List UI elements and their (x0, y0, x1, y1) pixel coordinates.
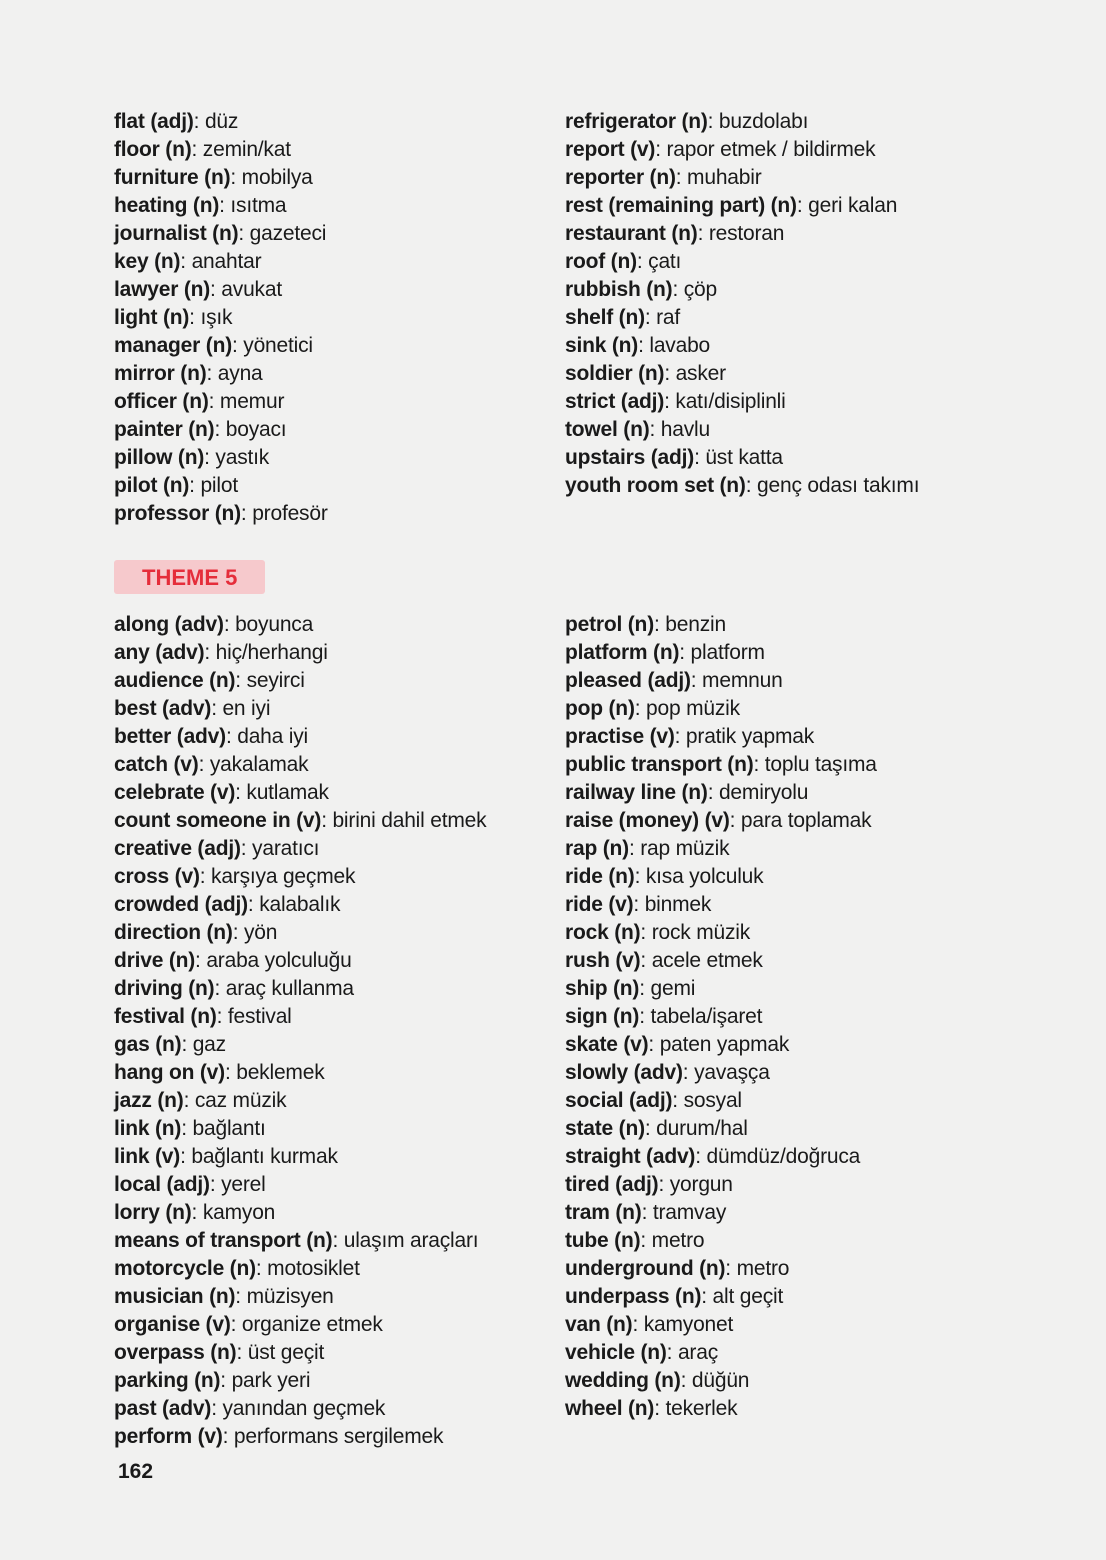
vocab-entry (114, 1003, 486, 1031)
vocab-term: mirror (n) (114, 362, 207, 385)
vocab-definition: : yorgun (658, 1173, 733, 1196)
vocab-definition: : üst katta (694, 446, 783, 469)
vocab-definition: : para toplamak (729, 809, 872, 832)
vocab-list-previous-right (565, 108, 919, 500)
vocab-entry (565, 1143, 877, 1171)
vocab-entry (565, 1003, 877, 1031)
vocab-entry (114, 1227, 486, 1255)
vocab-entry (114, 639, 486, 667)
vocab-entry (565, 611, 877, 639)
vocab-entry (114, 1283, 486, 1311)
page-number: 162 (118, 1460, 154, 1483)
vocab-term: shelf (n) (565, 306, 645, 329)
vocab-entry (114, 1367, 486, 1395)
vocab-term: means of transport (n) (114, 1229, 333, 1252)
vocab-term: musician (n) (114, 1285, 236, 1308)
vocab-definition: : anahtar (180, 250, 262, 273)
vocab-definition: : yön (232, 921, 278, 944)
vocab-entry (114, 388, 328, 416)
vocab-entry (114, 667, 486, 695)
vocab-entry (565, 416, 919, 444)
vocab-entry (114, 723, 486, 751)
vocab-definition: : memnun (690, 669, 783, 692)
vocab-definition: : hiç/herhangi (204, 641, 328, 664)
vocab-term: gas (n) (114, 1033, 182, 1056)
vocab-term: heating (n) (114, 194, 220, 217)
vocab-definition: : toplu taşıma (753, 753, 877, 776)
vocab-entry (565, 1171, 877, 1199)
vocab-definition: : muhabir (675, 166, 762, 189)
vocab-definition: : organize etmek (230, 1313, 383, 1336)
vocab-entry (565, 1395, 877, 1423)
vocab-definition: : memur (208, 390, 285, 413)
vocab-definition: : durum/hal (644, 1117, 748, 1140)
vocab-term: pleased (adj) (565, 669, 691, 692)
vocab-definition: : gazeteci (238, 222, 327, 245)
vocab-definition: : binmek (633, 893, 712, 916)
vocab-entry (565, 304, 919, 332)
vocab-definition: : düz (193, 110, 239, 133)
vocab-term: raise (money) (v) (565, 809, 730, 832)
vocab-definition: : profesör (240, 502, 328, 525)
vocab-definition: : rap müzik (628, 837, 730, 860)
vocab-definition: : bağlantı (181, 1117, 266, 1140)
vocab-definition: : araba yolculuğu (195, 949, 352, 972)
vocab-term: wedding (n) (565, 1369, 681, 1392)
vocab-definition: : avukat (210, 278, 282, 301)
vocab-definition: : restoran (697, 222, 785, 245)
vocab-term: professor (n) (114, 502, 241, 525)
vocab-term: manager (n) (114, 334, 232, 357)
vocab-definition: : acele etmek (640, 949, 763, 972)
vocab-term: wheel (n) (565, 1397, 655, 1420)
vocab-term: count someone in (v) (114, 809, 322, 832)
vocab-term: catch (v) (114, 753, 199, 776)
vocab-term: vehicle (n) (565, 1341, 667, 1364)
vocab-term: ride (n) (565, 865, 635, 888)
vocab-entry (114, 695, 486, 723)
vocab-entry (565, 192, 919, 220)
vocab-entry (114, 1311, 486, 1339)
vocab-term: rap (n) (565, 837, 629, 860)
vocab-term: past (adv) (114, 1397, 212, 1420)
vocab-term: any (adv) (114, 641, 205, 664)
vocab-definition: : yastık (204, 446, 270, 469)
vocab-definition: : genç odası takımı (745, 474, 920, 497)
vocab-entry (565, 220, 919, 248)
vocab-definition: : araç (666, 1341, 718, 1364)
vocab-term: officer (n) (114, 390, 209, 413)
vocab-definition: : üst geçit (236, 1341, 325, 1364)
vocab-definition: : müzisyen (235, 1285, 334, 1308)
theme-heading-label: THEME 5 (142, 565, 238, 590)
vocab-term: creative (adj) (114, 837, 241, 860)
vocab-term: sink (n) (565, 334, 639, 357)
vocab-entry (565, 1367, 877, 1395)
vocab-entry (565, 108, 919, 136)
vocab-term: sign (n) (565, 1005, 640, 1028)
vocab-term: tired (adj) (565, 1173, 659, 1196)
vocab-entry (114, 1395, 486, 1423)
vocab-definition: : rapor etmek / bildirmek (655, 138, 876, 161)
vocab-term: flat (adj) (114, 110, 194, 133)
vocab-entry (565, 835, 877, 863)
vocab-term: railway line (n) (565, 781, 708, 804)
vocab-entry (114, 192, 328, 220)
vocab-term: pop (n) (565, 697, 635, 720)
vocab-term: parking (n) (114, 1369, 221, 1392)
vocab-entry (114, 1059, 486, 1087)
vocab-term: overpass (n) (114, 1341, 237, 1364)
vocab-entry (565, 444, 919, 472)
vocab-term: perform (v) (114, 1425, 223, 1448)
vocab-term: rest (remaining part) (n) (565, 194, 797, 217)
vocab-entry (565, 360, 919, 388)
vocab-term: motorcycle (n) (114, 1257, 256, 1280)
vocab-definition: : platform (679, 641, 765, 664)
vocab-entry (565, 723, 877, 751)
vocab-term: social (adj) (565, 1089, 673, 1112)
vocab-term: soldier (n) (565, 362, 665, 385)
vocab-entry (114, 807, 486, 835)
vocab-definition: : metro (640, 1229, 705, 1252)
vocab-definition: : birini dahil etmek (321, 809, 487, 832)
vocab-term: reporter (n) (565, 166, 676, 189)
vocab-entry (565, 1199, 877, 1227)
vocab-entry (565, 1339, 877, 1367)
vocab-definition: : metro (725, 1257, 790, 1280)
vocab-definition: : benzin (653, 613, 726, 636)
vocab-term: rush (v) (565, 949, 641, 972)
vocab-definition: : zemin/kat (191, 138, 291, 161)
vocab-entry (114, 863, 486, 891)
vocab-term: celebrate (v) (114, 781, 236, 804)
vocab-definition: : yanından geçmek (211, 1397, 386, 1420)
vocab-entry (565, 947, 877, 975)
vocab-term: roof (n) (565, 250, 637, 273)
vocab-term: hang on (v) (114, 1061, 225, 1084)
vocab-definition: : boyunca (223, 613, 314, 636)
vocab-list-previous-left (114, 108, 328, 528)
vocab-entry (114, 835, 486, 863)
vocab-entry (565, 164, 919, 192)
vocab-entry (114, 416, 328, 444)
vocab-term: painter (n) (114, 418, 215, 441)
vocab-definition: : yönetici (232, 334, 313, 357)
vocab-entry (114, 472, 328, 500)
vocab-definition: : yaratıcı (240, 837, 320, 860)
vocab-definition: : demiryolu (707, 781, 809, 804)
vocab-term: skate (v) (565, 1033, 649, 1056)
vocab-term: strict (adj) (565, 390, 665, 413)
vocab-entry (114, 1255, 486, 1283)
vocab-entry (114, 919, 486, 947)
vocab-entry (114, 1199, 486, 1227)
vocab-term: link (v) (114, 1145, 181, 1168)
vocab-definition: : çatı (636, 250, 682, 273)
theme-heading-badge (114, 560, 265, 594)
vocab-entry (114, 360, 328, 388)
vocab-definition: : kutlamak (235, 781, 329, 804)
vocab-entry (565, 695, 877, 723)
vocab-definition: : caz müzik (183, 1089, 287, 1112)
vocab-entry (114, 1143, 486, 1171)
vocab-definition: : raf (644, 306, 681, 329)
vocab-definition: : araç kullanma (214, 977, 354, 1000)
vocab-definition: : festival (216, 1005, 292, 1028)
vocab-list-theme5-right (565, 611, 877, 1423)
vocab-entry (114, 136, 328, 164)
vocab-definition: : ayna (206, 362, 263, 385)
vocab-entry (565, 667, 877, 695)
vocab-definition: : bağlantı kurmak (180, 1145, 338, 1168)
vocab-term: local (adj) (114, 1173, 210, 1196)
vocab-entry (565, 1255, 877, 1283)
vocab-entry (565, 807, 877, 835)
vocab-entry (565, 639, 877, 667)
vocab-definition: : yavaşça (682, 1061, 770, 1084)
vocab-definition: : lavabo (638, 334, 711, 357)
vocab-entry (114, 1115, 486, 1143)
vocab-entry (565, 779, 877, 807)
vocab-definition: : performans sergilemek (222, 1425, 444, 1448)
vocab-term: lawyer (n) (114, 278, 211, 301)
vocab-term: tube (n) (565, 1229, 641, 1252)
vocab-list-theme5-left (114, 611, 486, 1451)
vocab-term: tram (n) (565, 1201, 642, 1224)
vocab-entry (114, 779, 486, 807)
vocab-term: pillow (n) (114, 446, 205, 469)
vocab-term: rock (n) (565, 921, 641, 944)
vocab-term: underground (n) (565, 1257, 726, 1280)
vocab-definition: : motosiklet (255, 1257, 360, 1280)
vocab-entry (114, 1087, 486, 1115)
vocab-entry (114, 1423, 486, 1451)
vocab-term: youth room set (n) (565, 474, 746, 497)
vocab-entry (565, 1115, 877, 1143)
vocab-entry (114, 500, 328, 528)
vocab-entry (114, 1171, 486, 1199)
vocab-term: refrigerator (n) (565, 110, 708, 133)
vocab-term: rubbish (n) (565, 278, 673, 301)
vocab-entry (114, 220, 328, 248)
vocab-entry (114, 947, 486, 975)
vocab-entry (114, 304, 328, 332)
vocab-term: platform (n) (565, 641, 680, 664)
vocab-definition: : pratik yapmak (674, 725, 815, 748)
vocab-definition: : sosyal (672, 1089, 742, 1112)
vocab-term: upstairs (adj) (565, 446, 695, 469)
vocab-entry (114, 332, 328, 360)
vocab-term: report (v) (565, 138, 656, 161)
vocab-definition: : daha iyi (225, 725, 309, 748)
vocab-term: towel (n) (565, 418, 650, 441)
vocab-definition: : rock müzik (640, 921, 751, 944)
vocab-entry (114, 248, 328, 276)
vocab-term: lorry (n) (114, 1201, 192, 1224)
vocab-definition: : kalabalık (247, 893, 341, 916)
vocab-term: cross (v) (114, 865, 200, 888)
vocab-definition: : geri kalan (796, 194, 898, 217)
vocab-definition: : dümdüz/doğruca (695, 1145, 861, 1168)
vocab-entry (565, 919, 877, 947)
vocab-term: public transport (n) (565, 753, 754, 776)
vocab-definition: : gemi (639, 977, 696, 1000)
vocab-definition: : yakalamak (198, 753, 309, 776)
vocab-term: organise (v) (114, 1313, 231, 1336)
vocab-definition: : alt geçit (701, 1285, 784, 1308)
vocab-entry (114, 891, 486, 919)
vocab-entry (565, 975, 877, 1003)
vocab-definition: : ışık (189, 306, 233, 329)
vocab-definition: : tabela/işaret (639, 1005, 763, 1028)
vocab-definition: : havlu (649, 418, 711, 441)
vocab-definition: : kamyon (191, 1201, 276, 1224)
vocab-term: furniture (n) (114, 166, 231, 189)
vocab-term: petrol (n) (565, 613, 654, 636)
vocab-definition: : ısıtma (219, 194, 287, 217)
vocab-definition: : çöp (672, 278, 717, 301)
vocab-entry (114, 611, 486, 639)
vocab-definition: : gaz (181, 1033, 226, 1056)
vocab-definition: : yerel (209, 1173, 266, 1196)
vocab-entry (114, 1339, 486, 1367)
vocab-definition: : mobilya (230, 166, 313, 189)
vocab-entry (565, 388, 919, 416)
vocab-definition: : kısa yolculuk (634, 865, 764, 888)
vocab-entry (565, 1087, 877, 1115)
vocab-entry (114, 444, 328, 472)
vocab-term: along (adv) (114, 613, 224, 636)
vocab-entry (565, 751, 877, 779)
vocab-definition: : en iyi (211, 697, 271, 720)
vocab-term: restaurant (n) (565, 222, 698, 245)
vocab-term: journalist (n) (114, 222, 239, 245)
vocab-entry (565, 136, 919, 164)
vocab-term: jazz (n) (114, 1089, 184, 1112)
vocab-term: light (n) (114, 306, 190, 329)
vocab-definition: : paten yapmak (648, 1033, 790, 1056)
vocab-entry (565, 332, 919, 360)
vocab-definition: : karşıya geçmek (199, 865, 356, 888)
vocab-term: slowly (adv) (565, 1061, 683, 1084)
vocab-definition: : asker (664, 362, 726, 385)
vocab-entry (565, 248, 919, 276)
vocab-entry (565, 891, 877, 919)
vocab-term: underpass (n) (565, 1285, 702, 1308)
vocab-term: audience (n) (114, 669, 236, 692)
vocab-term: ship (n) (565, 977, 640, 1000)
vocab-definition: : tekerlek (654, 1397, 738, 1420)
vocab-term: direction (n) (114, 921, 233, 944)
vocab-term: driving (n) (114, 977, 215, 1000)
vocab-definition: : buzdolabı (707, 110, 809, 133)
vocab-term: key (n) (114, 250, 181, 273)
vocab-term: link (n) (114, 1117, 182, 1140)
vocab-definition: : beklemek (224, 1061, 325, 1084)
vocab-term: ride (v) (565, 893, 634, 916)
vocab-entry (565, 1311, 877, 1339)
vocab-term: crowded (adj) (114, 893, 248, 916)
vocab-term: straight (adv) (565, 1145, 696, 1168)
vocab-term: best (adv) (114, 697, 212, 720)
vocab-definition: : pop müzik (634, 697, 740, 720)
vocab-definition: : park yeri (220, 1369, 311, 1392)
vocab-definition: : tramvay (641, 1201, 727, 1224)
vocab-term: drive (n) (114, 949, 196, 972)
vocab-definition: : ulaşım araçları (332, 1229, 479, 1252)
vocab-term: better (adv) (114, 725, 226, 748)
vocab-entry (114, 108, 328, 136)
vocab-entry (114, 751, 486, 779)
vocab-term: state (n) (565, 1117, 645, 1140)
vocab-entry (565, 1227, 877, 1255)
vocab-definition: : pilot (189, 474, 238, 497)
vocab-entry (114, 1031, 486, 1059)
vocab-definition: : düğün (680, 1369, 750, 1392)
vocab-definition: : katı/disiplinli (664, 390, 786, 413)
vocab-definition: : boyacı (214, 418, 287, 441)
vocab-entry (565, 1059, 877, 1087)
vocab-term: floor (n) (114, 138, 192, 161)
vocab-term: festival (n) (114, 1005, 217, 1028)
vocab-term: van (n) (565, 1313, 633, 1336)
vocab-entry (565, 863, 877, 891)
vocab-entry (565, 472, 919, 500)
vocab-entry (565, 1283, 877, 1311)
vocab-term: pilot (n) (114, 474, 190, 497)
vocab-entry (114, 276, 328, 304)
vocab-definition: : kamyonet (632, 1313, 734, 1336)
vocab-definition: : seyirci (235, 669, 305, 692)
vocab-entry (114, 164, 328, 192)
vocab-entry (114, 975, 486, 1003)
vocab-term: practise (v) (565, 725, 675, 748)
vocab-entry (565, 276, 919, 304)
vocab-entry (565, 1031, 877, 1059)
